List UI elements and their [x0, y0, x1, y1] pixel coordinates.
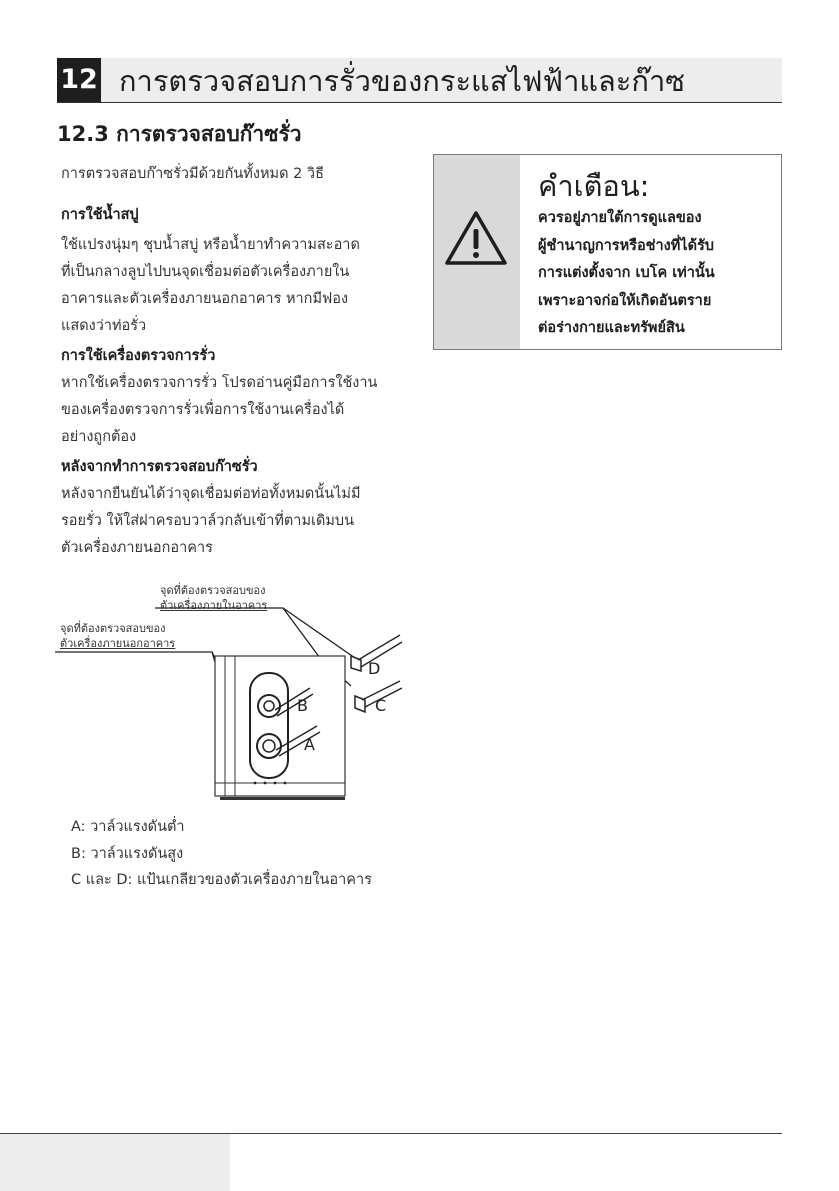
method-detector-block	[61, 343, 431, 451]
footer-page-tab	[0, 1134, 230, 1191]
warning-text: ควรอยู่ภายใต้การดูแลของ ผู้ชำนาญการหรือช่างที่ได้รับ การแต่งตั้งจาก เบโค เท่านั้น เพราะอาจก่อให้เกิดอันตราย ต่อร่างกายและทรัพย์สิน	[538, 210, 715, 336]
label-a: A	[304, 735, 315, 754]
legend-item: C และ D: แป้นเกลียวของตัวเครื่องภายในอาคาร	[71, 872, 372, 888]
legend-item: A: วาล์วแรงดันต่ำ	[71, 819, 185, 835]
chapter-title: การตรวจสอบการรั่วของกระแสไฟฟ้าและก๊าซ	[119, 64, 685, 98]
outdoor-check-label-line: ตัวเครื่องภายนอกอาคาร	[60, 637, 176, 650]
after-check-block	[61, 454, 431, 562]
outdoor-check-label-line: จุดที่ต้องตรวจสอบของ	[60, 622, 166, 635]
method-line: อย่างถูกต้อง	[61, 429, 137, 445]
method-line: อาคารและตัวเครื่องภายนอกอาคาร หากมีฟอง	[61, 291, 349, 307]
warning-side-panel	[434, 155, 520, 349]
indoor-check-label-line: จุดที่ต้องตรวจสอบของ	[160, 584, 266, 597]
warning-box	[433, 154, 782, 350]
gas-leak-check-diagram	[55, 578, 415, 808]
chapter-number: 12	[57, 58, 101, 102]
legend-item: B: วาล์วแรงดันสูง	[71, 845, 184, 862]
method-line: ใช้แปรงนุ่มๆ ชุบน้ำสบู่ หรือน้ำยาทำความสะอาด	[61, 237, 360, 253]
method-line: ตัวเครื่องภายนอกอาคาร	[61, 540, 213, 556]
section-intro-block	[61, 161, 431, 188]
method-line: รอยรั่ว ให้ใส่ฝาครอบวาล์วกลับเข้าที่ตามเดิมบน	[61, 513, 355, 529]
method-heading: การใช้น้ำสบู่	[61, 207, 139, 223]
method-heading: การใช้เครื่องตรวจการรั่ว	[61, 348, 216, 364]
method-heading: หลังจากทำการตรวจสอบก๊าซรั่ว	[61, 459, 258, 475]
section-title: 12.3 การตรวจสอบก๊าซรั่ว	[57, 122, 302, 146]
section-intro: การตรวจสอบก๊าซรั่วมีด้วยกันทั้งหมด 2 วิธี	[61, 166, 324, 182]
warning-title: คำเตือน:	[538, 169, 650, 203]
method-line: ของเครื่องตรวจการรั่วเพื่อการใช้งานเครื่องได้	[61, 402, 345, 418]
diagram-legend	[71, 814, 372, 894]
indoor-check-label	[160, 583, 267, 613]
method-line: ที่เป็นกลางลูบไปบนจุดเชื่อมต่อตัวเครื่องภายใน	[61, 264, 350, 280]
method-soap-block	[61, 202, 431, 340]
outdoor-check-label	[60, 621, 175, 651]
method-line: แสดงว่าท่อรั่ว	[61, 318, 147, 334]
label-c: C	[375, 696, 387, 715]
method-line: หลังจากยืนยันได้ว่าจุดเชื่อมต่อท่อทั้งหมดนั้นไม่มี	[61, 486, 361, 502]
method-line: หากใช้เครื่องตรวจการรั่ว โปรดอ่านคู่มือการใช้งาน	[61, 375, 378, 391]
indoor-check-label-line: ตัวเครื่องภายในอาคาร	[160, 599, 268, 612]
label-b: B	[297, 696, 308, 715]
chapter-header	[57, 58, 782, 103]
warning-triangle-icon	[444, 209, 508, 267]
label-d: D	[368, 659, 381, 678]
